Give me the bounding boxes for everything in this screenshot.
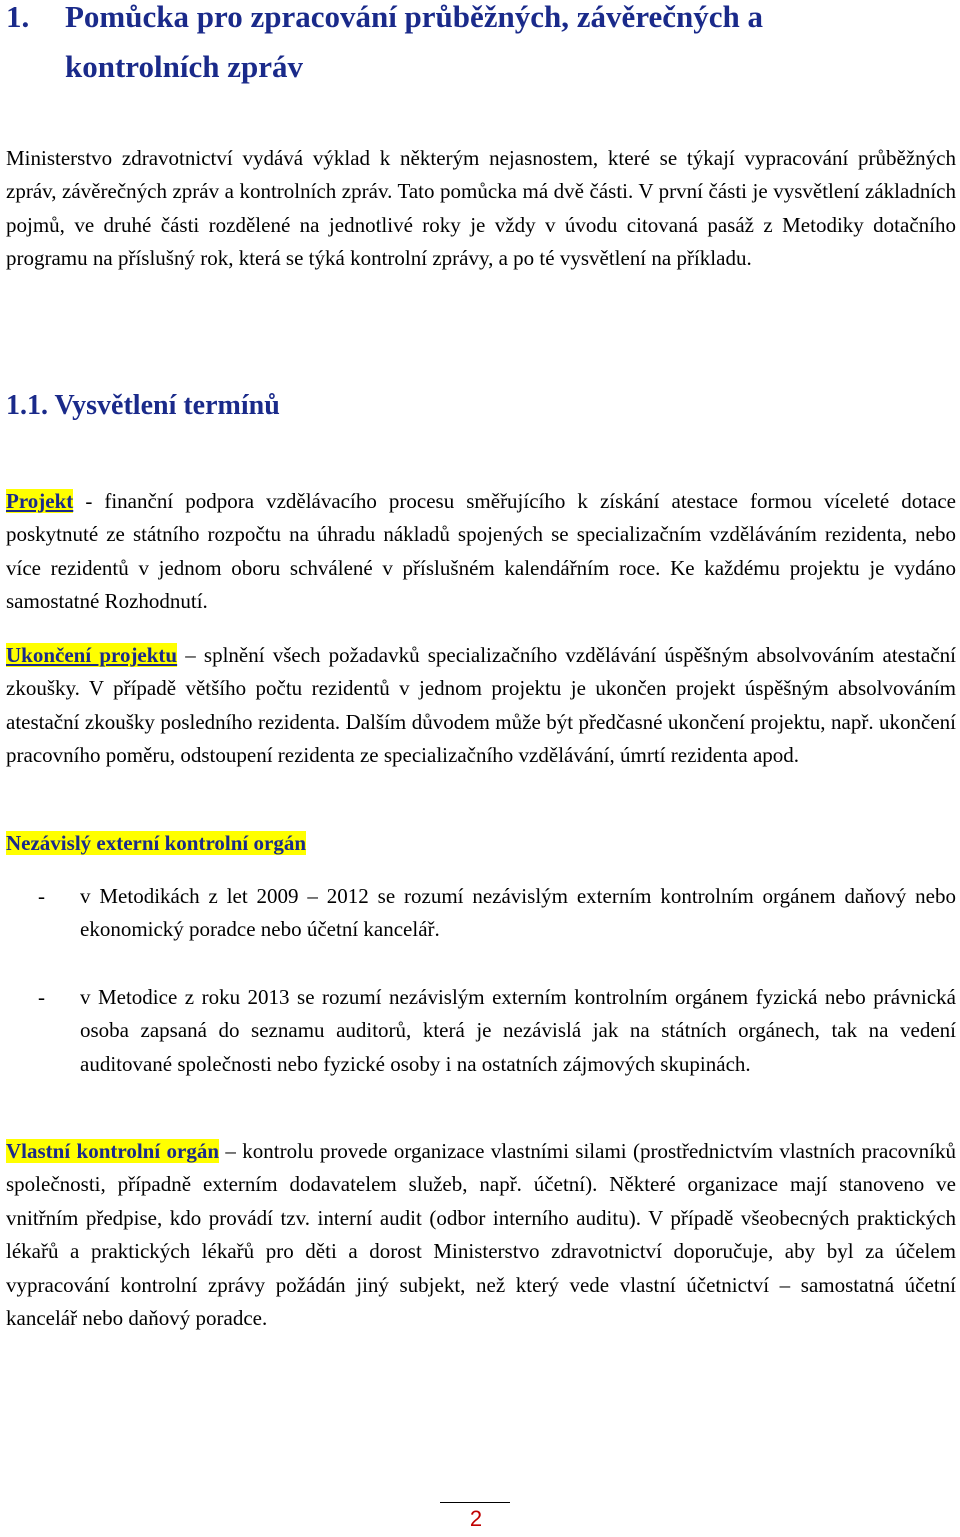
term-vlastni: Vlastní kontrolní orgán [6,1139,220,1163]
list-item-text: v Metodikách z let 2009 – 2012 se rozumí nezávislým externím kontrolním orgánem daňový nebo ekonomický poradce nebo účetní kancelář. [80,884,956,942]
intro-paragraph [6,142,956,276]
chapter-heading [6,0,956,92]
term-ukonceni: Ukončení projektu [6,643,178,667]
chapter-title-line1: Pomůcka pro zpracování průběžných, závěrečných a [65,0,764,34]
definition-projekt [6,485,956,619]
definition-ukonceni-text: – splnění všech požadavků specializačního vzdělávání úspěšným absolvováním atestační zkoušky. V případě většího počtu rezidentů v jednom projektu je ukončen projekt úspěšným absolvováním atestační zkoušky posledního rezidenta. Dalším důvodem může být předčasné ukončení projektu, např. ukončení pracovního poměru, odstoupení rezidenta ze specializačního vzdělávání, úmrtí rezidenta apod. [6,643,956,768]
list-item-text: v Metodice z roku 2013 se rozumí nezávislým externím kontrolním orgánem fyzická nebo právnická osoba zapsaná do seznamu auditorů, která je nezávislá jak na státních orgánech, tak na vedení auditované společnosti nebo fyzické osoby i na ostatních zájmových skupinách. [80,985,956,1076]
definition-vlastni-text: – kontrolu provede organizace vlastními silami (prostřednictvím vlastních pracovníků společnosti, případně externím dodavatelem služeb, např. účetní). Některé organizace mají stanoveno ve vnitřním předpise, kdo provádí tzv. interní audit (odbor interního auditu). V případě všeobecných praktických lékařů a praktických lékařů pro děti a dorost Ministerstvo zdravotnictví doporučuje, aby byl za účelem vypracování kontrolní zprávy požádán jiný subjekt, než který vede vlastní účetnictví – samostatná účetní kancelář nebo daňový poradce. [6,1139,956,1331]
definition-projekt-text: - finanční podpora vzdělávacího procesu směřujícího k získání atestace formou víceleté dotace poskytnuté ze státního rozpočtu na úhradu nákladů spojených se specializačním vzděláváním rezidenta, nebo více rezidentů v jednom oboru schválené v příslušném kalendářním roce. Ke každému projektu je vydáno samostatné Rozhodnutí. [6,489,956,614]
intro-text: Ministerstvo zdravotnictví vydává výklad k některým nejasnostem, které se týkají vypracování průběžných zpráv, závěrečných zpráv a kontrolních zpráv. Tato pomůcka má dvě části. V první části je vysvětlení základních pojmů, ve druhé části rozdělené na jednotlivé roky je vždy v úvodu citovaná pasáž z Metodiky dotačního programu na příslušný rok, která se týká kontrolní zprávy, a po té vysvětlení na příkladu. [6,146,956,271]
bullet-dash: - [38,884,45,908]
footer-divider [440,1502,510,1503]
bullet-dash: - [38,985,45,1009]
definition-ukonceni [6,639,956,773]
term-nezavisly: Nezávislý externí kontrolní orgán [6,831,307,855]
section-heading: 1.1. Vysvětlení termínů [6,390,280,421]
document-page [6,0,956,1331]
list-item [6,981,956,1081]
definition-vlastni [6,1135,956,1335]
page-number: 2 [469,1506,483,1531]
list-item [6,880,956,947]
chapter-number: 1. [6,0,30,34]
definition-nezavisly [6,827,956,860]
chapter-title-line2: kontrolních zpráv [65,49,303,84]
term-projekt: Projekt [6,489,74,513]
